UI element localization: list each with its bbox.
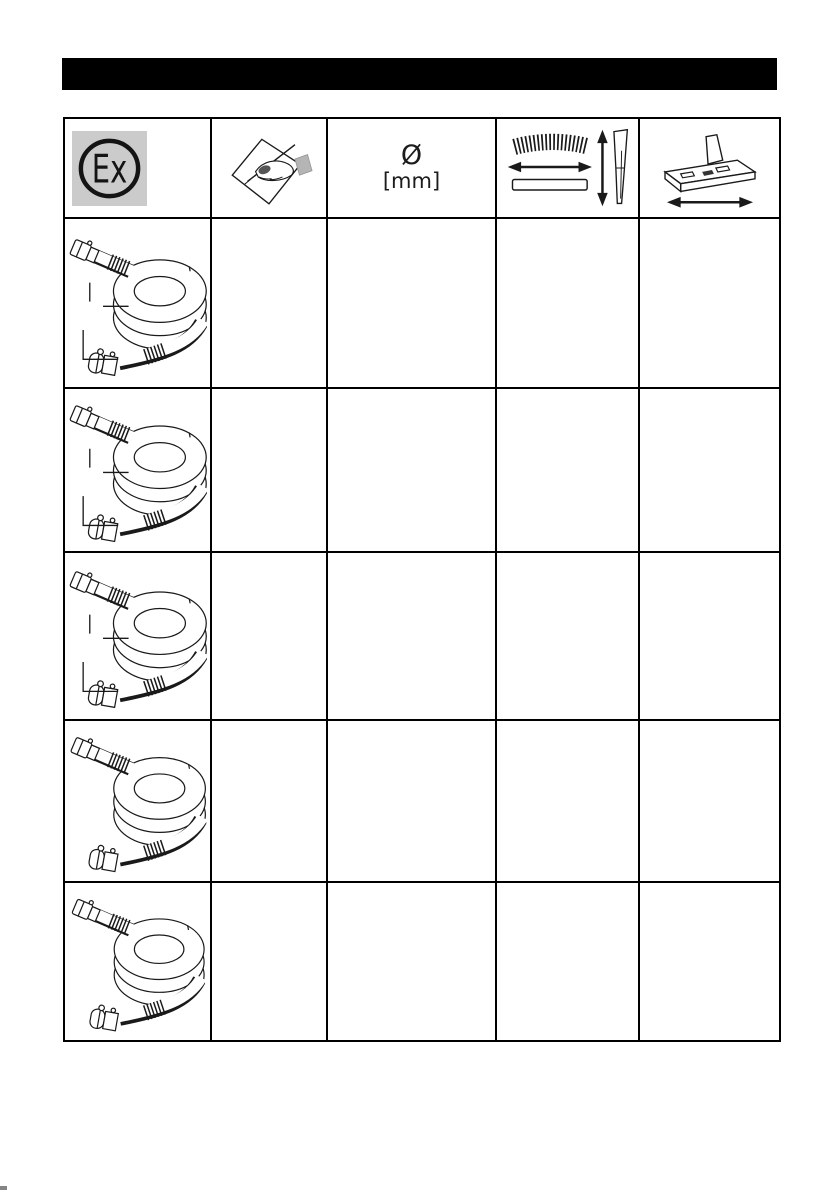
table-header-cell-width — [640, 119, 779, 217]
floor-nozzle-width-icon — [651, 123, 769, 213]
diameter-cell-row3 — [328, 553, 495, 719]
table-header-cell-diameter — [328, 119, 495, 217]
table-header-cell-ex — [65, 119, 210, 217]
diameter-unit: [mm] — [382, 169, 441, 193]
width-cell-row5 — [640, 883, 779, 1040]
product-table — [63, 117, 781, 1042]
length-cell-row3 — [497, 553, 638, 719]
length-cell-row4 — [497, 721, 638, 881]
order-number-cell-row2 — [212, 389, 326, 551]
length-cell-row1 — [497, 219, 638, 387]
product-image-cell-row3 — [65, 553, 210, 719]
diameter-cell-row5 — [328, 883, 495, 1040]
diameter-sign: Ø — [400, 140, 423, 171]
product-image-cell-row5 — [65, 883, 210, 1040]
hose-length-icon — [501, 122, 635, 214]
ex-atex-symbol-icon — [72, 131, 147, 206]
width-cell-row1 — [640, 219, 779, 387]
coiled-hose-illustration — [68, 885, 207, 1037]
width-cell-row3 — [640, 553, 779, 719]
diameter-cell-row2 — [328, 389, 495, 551]
diameter-symbol — [382, 140, 441, 193]
diameter-cell-row1 — [328, 219, 495, 387]
order-number-cell-row5 — [212, 883, 326, 1040]
width-cell-row2 — [640, 389, 779, 551]
product-image-cell-row4 — [65, 721, 210, 881]
diameter-cell-row4 — [328, 721, 495, 881]
table-header-cell-order — [212, 119, 326, 217]
hand-writing-order-icon — [217, 125, 321, 211]
product-image-cell-row1 — [65, 219, 210, 387]
coiled-hose-illustration — [68, 723, 207, 878]
order-number-cell-row4 — [212, 721, 326, 881]
product-image-cell-row2 — [65, 389, 210, 551]
ex-label: Ex — [91, 145, 128, 192]
order-number-cell-row1 — [212, 219, 326, 387]
scan-edge-artifact — [0, 1186, 7, 1190]
coiled-hose-illustration — [68, 555, 207, 716]
coiled-hose-illustration — [68, 222, 207, 385]
title-bar — [62, 58, 777, 90]
order-number-cell-row3 — [212, 553, 326, 719]
coiled-hose-illustration — [68, 391, 207, 548]
length-cell-row2 — [497, 389, 638, 551]
table-header-cell-length — [497, 119, 638, 217]
width-cell-row4 — [640, 721, 779, 881]
length-cell-row5 — [497, 883, 638, 1040]
